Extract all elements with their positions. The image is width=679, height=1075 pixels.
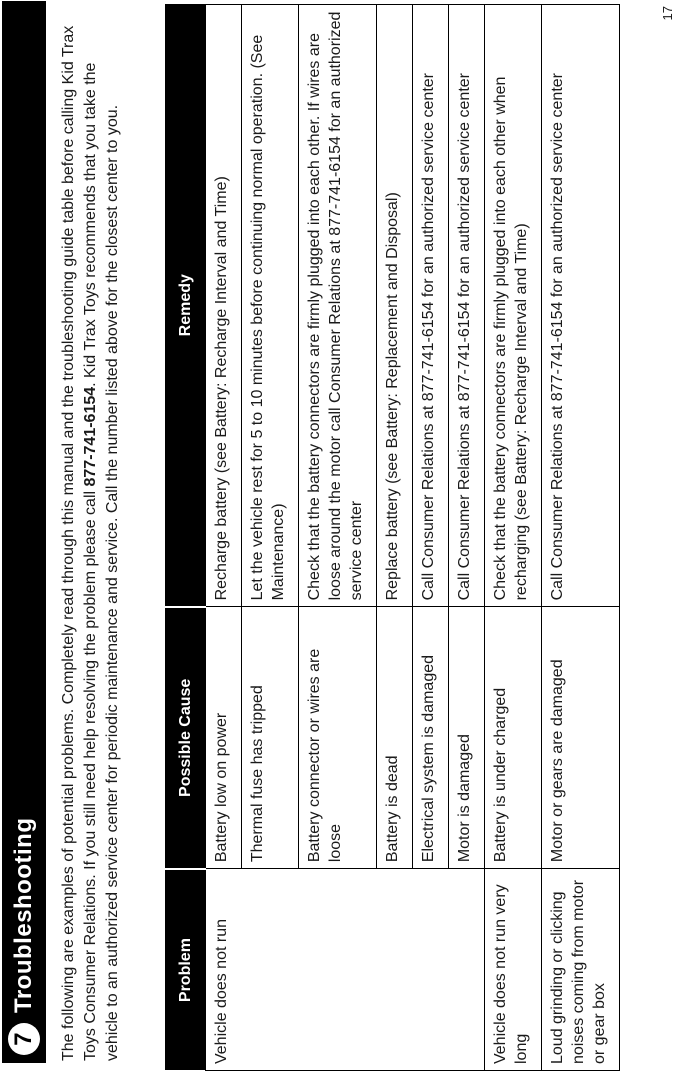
header-possible-cause: Possible Cause: [165, 607, 206, 869]
remedy-cell: Let the vehicle rest for 5 to 10 minutes before continuing normal operation. (See Maintenance): [242, 5, 299, 607]
remedy-cell: Recharge battery (see Battery: Recharge Interval and Time): [206, 5, 242, 607]
intro-phone-number: 877-741-6154: [82, 386, 99, 487]
section-number-badge: 7: [8, 1023, 40, 1055]
intro-text-part1: The following are examples of potential problems. Completely read through this manual and the troubleshooting guide table before calling Kid Trax Toys Consumer Relations. If you still need help resolving the problem please call: [60, 25, 99, 1061]
remedy-cell: Call Consumer Relations at 877-741-6154 for an authorized service center: [413, 5, 449, 607]
page-number: 17: [660, 6, 675, 21]
cause-cell: Battery is dead: [377, 607, 413, 869]
cause-cell: Battery low on power: [206, 607, 242, 869]
cause-cell: Thermal fuse has tripped: [242, 607, 299, 869]
intro-text-part2: . Kid Trax Toys recommends that you take the vehicle to an authorized service center for periodic maintenance and service. Call the number listed above for the closest center to you.: [82, 62, 121, 1061]
remedy-cell: Call Consumer Relations at 877-741-6154 for an authorized service center: [449, 5, 485, 607]
cause-cell: Motor or gears are damaged: [542, 607, 620, 869]
section-title: Troubleshooting: [10, 817, 37, 1013]
cause-cell: Battery connector or wires are loose: [299, 607, 377, 869]
problem-cell: Loud grinding or clicking noises coming from motor or gear box: [542, 869, 620, 1071]
intro-paragraph: [58, 11, 124, 1061]
header-remedy: Remedy: [165, 5, 206, 607]
table-header-row: [165, 5, 206, 1071]
problem-cell: Vehicle does not run very long: [485, 869, 542, 1071]
cause-cell: Motor is damaged: [449, 607, 485, 869]
cause-cell: Battery is under charged: [485, 607, 542, 869]
section-title-bar: [2, 1, 46, 1063]
remedy-cell: Check that the battery connectors are firmly plugged into each other. If wires are loose around the motor call Consumer Relations at 877-741-6154 for an authorized service center: [299, 5, 377, 607]
troubleshooting-table: [165, 4, 620, 1071]
table-row: [542, 5, 620, 1071]
remedy-cell: Check that the battery connectors are firmly plugged into each other when recharging (see Battery: Recharge Interval and Time): [485, 5, 542, 607]
header-problem: Problem: [165, 869, 206, 1071]
table-row: [485, 5, 542, 1071]
problem-cell: Vehicle does not run: [206, 869, 485, 1071]
table-row: [206, 5, 242, 1071]
cause-cell: Electrical system is damaged: [413, 607, 449, 869]
remedy-cell: Replace battery (see Battery: Replacement and Disposal): [377, 5, 413, 607]
remedy-cell: Call Consumer Relations at 877-741-6154 for an authorized service center: [542, 5, 620, 607]
